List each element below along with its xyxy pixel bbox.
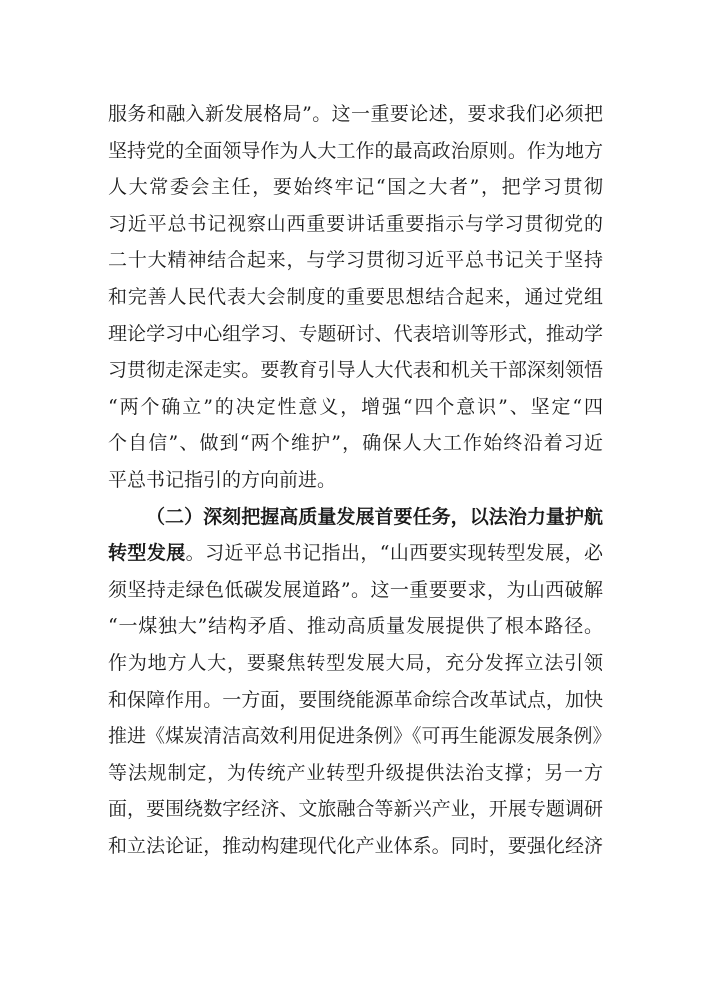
paragraph-line: 面，要围绕数字经济、文旅融合等新兴产业，开展专题调研 (108, 798, 603, 821)
paragraph-line: 平总书记指引的方向前进。 (108, 468, 337, 491)
paragraph-line: 坚持党的全面领导作为人大工作的最高政治原则。作为地方 (108, 139, 603, 162)
body-text (108, 96, 612, 864)
paragraph-line: 个自信”、做到“两个维护”，确保人大工作始终沿着习近 (108, 432, 603, 455)
paragraph-line: “两个确立”的决定性意义，增强“四个意识”、坚定“四 (108, 395, 603, 418)
paragraph-line: “一煤独大”结构矛盾、推动高质量发展提供了根本路径。 (108, 615, 603, 638)
paragraph-line: 服务和融入新发展格局”。这一重要论述，要求我们必须把 (108, 103, 603, 125)
paragraph-line: 须坚持走绿色低碳发展道路”。这一重要要求，为山西破解 (108, 578, 603, 601)
paragraph-line: 理论学习中心组学习、专题研讨、代表培训等形式，推动学 (108, 322, 603, 345)
paragraph-line: 人大常委会主任，要始终牢记“国之大者”，把学习贯彻 (108, 176, 603, 199)
paragraph-line: 推进《煤炭清洁高效利用促进条例》《可再生能源发展条例》 (108, 725, 612, 748)
section-heading: （二）深刻把握高质量发展首要任务，以法治力量护航 (146, 505, 603, 528)
paragraph-line: 等法规制定，为传统产业转型升级提供法治支撑；另一方 (108, 761, 603, 784)
paragraph-line: 习近平总书记视察山西重要讲话重要指示与学习贯彻党的 (108, 212, 603, 235)
paragraph-line: 和完善人民代表大会制度的重要思想结合起来，通过党组 (108, 285, 603, 308)
paragraph-line: 二十大精神结合起来，与学习贯彻习近平总书记关于坚持 (108, 249, 603, 272)
paragraph-line: 和保障作用。一方面，要围绕能源革命综合改革试点，加快 (108, 688, 603, 711)
paragraph-line: 和立法论证，推动构建现代化产业体系。同时，要强化经济 (108, 834, 603, 857)
section-heading-continuation (108, 535, 603, 572)
paragraph-line: 作为地方人大，要聚焦转型发展大局，充分发挥立法引领 (108, 651, 603, 674)
section-heading-tail: 转型发展 (108, 542, 186, 565)
paragraph-text: 。习近平总书记指出，“山西要实现转型发展，必 (185, 542, 603, 565)
paragraph-line: 习贯彻走深走实。要教育引导人大代表和机关干部深刻领悟 (108, 359, 603, 382)
